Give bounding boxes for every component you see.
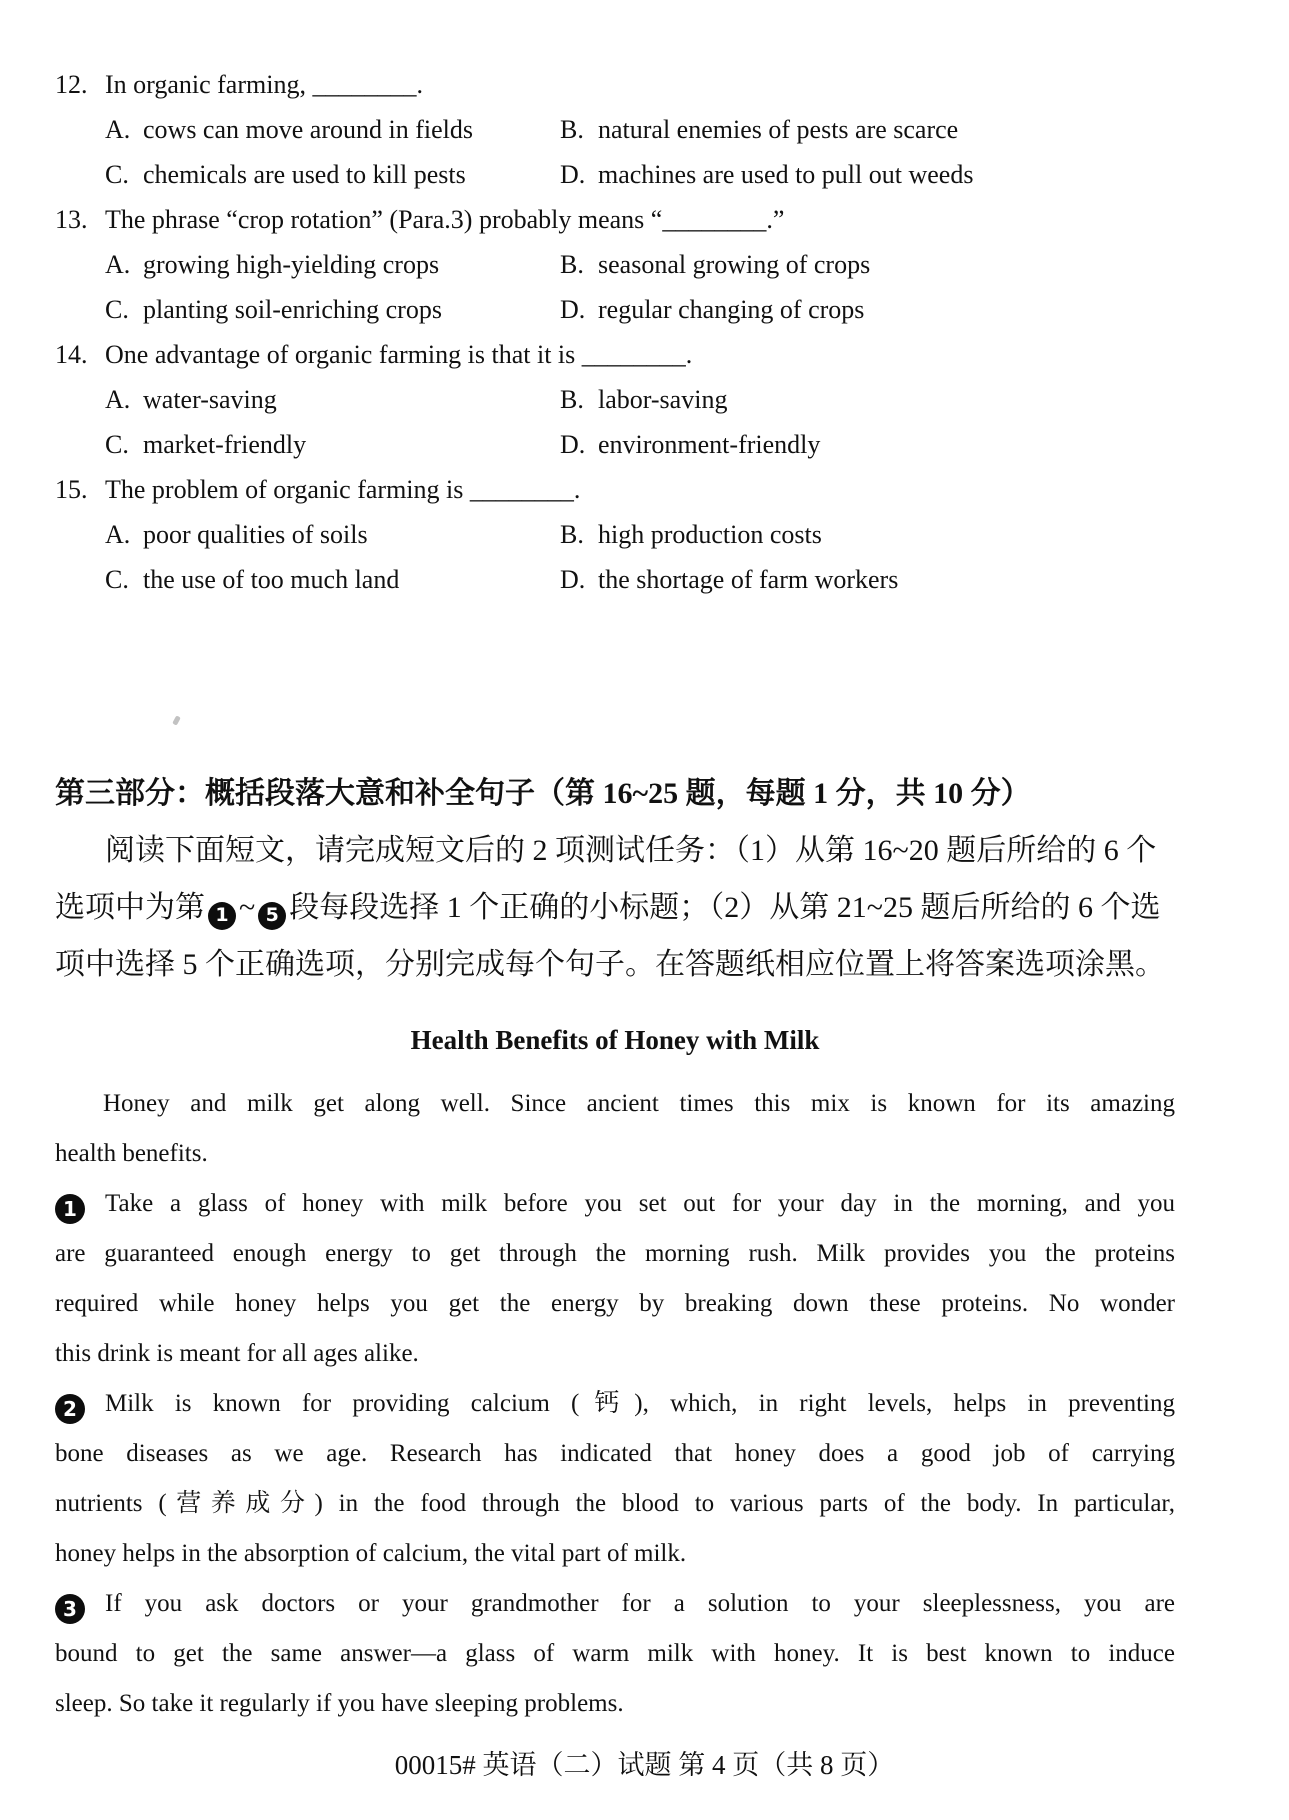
instruction-text: 段每段选择 1 个正确的小标题；（2）从第 21~25 题后所给的 6 个选 xyxy=(289,891,1161,924)
option-text: planting soil-enriching crops xyxy=(143,295,442,324)
page-content xyxy=(55,62,1175,1729)
part3-instruction-line-2 xyxy=(55,879,1175,936)
passage-line xyxy=(55,1579,1175,1629)
option-label: C. xyxy=(105,160,129,189)
option-d xyxy=(560,152,1175,197)
passage-line: this drink is meant for all ages alike. xyxy=(55,1340,419,1367)
option-text: seasonal growing of crops xyxy=(598,250,871,279)
option-text: the use of too much land xyxy=(143,565,400,594)
option-text: chemicals are used to kill pests xyxy=(143,160,466,189)
option-label: B. xyxy=(560,115,584,144)
passage-text: Milk is known for providing calcium (钙), which, in right levels, helps in preventing xyxy=(105,1390,1175,1417)
option-b xyxy=(560,242,1175,287)
option-label: C. xyxy=(105,430,129,459)
passage-intro-line: health benefits. xyxy=(55,1140,208,1167)
option-label: A. xyxy=(105,385,131,414)
passage-section xyxy=(55,1079,1175,1729)
option-b xyxy=(560,107,1175,152)
option-text: natural enemies of pests are scarce xyxy=(598,115,959,144)
options-grid xyxy=(105,512,1175,602)
passage-text: Take a glass of honey with milk before you set out for your day in the morning, and you xyxy=(105,1190,1175,1217)
question-stem: The phrase “crop rotation” (Para.3) probably means “________.” xyxy=(105,205,785,234)
paragraph-2-number-icon: 2 xyxy=(55,1394,85,1424)
option-text: market-friendly xyxy=(143,430,307,459)
options-grid xyxy=(105,242,1175,332)
option-label: B. xyxy=(560,520,584,549)
question-15 xyxy=(55,467,1175,602)
part3-section xyxy=(55,765,1175,993)
part3-instruction-line-1: 阅读下面短文，请完成短文后的 2 项测试任务：（1）从第 16~20 题后所给的 6 个 xyxy=(105,834,1157,867)
option-text: poor qualities of soils xyxy=(143,520,368,549)
option-label: B. xyxy=(560,385,584,414)
option-text: cows can move around in fields xyxy=(143,115,473,144)
part3-heading: 第三部分：概括段落大意和补全句子（第 16~25 题，每题 1 分，共 10 分） xyxy=(55,777,1031,810)
passage-line: bound to get the same answer—a glass of warm milk with honey. It is best known to induce xyxy=(55,1640,1175,1667)
passage-text: If you ask doctors or your grandmother for a solution to your sleeplessness, you are xyxy=(105,1590,1175,1617)
option-b xyxy=(560,377,1175,422)
option-text: regular changing of crops xyxy=(598,295,865,324)
question-stem: In organic farming, ________. xyxy=(105,70,423,99)
question-12 xyxy=(55,62,1175,197)
option-label: D. xyxy=(560,565,586,594)
option-label: B. xyxy=(560,250,584,279)
page-footer: 00015# 英语（二）试题 第 4 页（共 8 页） xyxy=(394,1750,895,1780)
option-d xyxy=(560,287,1175,332)
option-d xyxy=(560,422,1175,467)
option-text: labor-saving xyxy=(598,385,728,414)
option-label: D. xyxy=(560,295,586,324)
option-label: C. xyxy=(105,295,129,324)
part3-instruction-line-3: 项中选择 5 个正确选项，分别完成每个句子。在答题纸相应位置上将答案选项涂黑。 xyxy=(55,948,1165,981)
option-text: water-saving xyxy=(143,385,277,414)
passage-intro-line: Honey and milk get along well. Since ancient times this mix is known for its amazing xyxy=(103,1090,1175,1117)
option-text: the shortage of farm workers xyxy=(598,565,899,594)
option-label: D. xyxy=(560,430,586,459)
instruction-text: 选项中为第 xyxy=(55,891,205,924)
circled-1-icon: 1 xyxy=(208,902,236,930)
option-b xyxy=(560,512,1175,557)
option-text: growing high-yielding crops xyxy=(143,250,440,279)
option-a xyxy=(105,512,560,557)
option-c xyxy=(105,557,560,602)
question-number: 12. xyxy=(55,70,88,99)
passage-line: required while honey helps you get the energy by breaking down these proteins. No wonder xyxy=(55,1290,1175,1317)
passage-line: bone diseases as we age. Research has indicated that honey does a good job of carrying xyxy=(55,1440,1175,1467)
option-label: A. xyxy=(105,115,131,144)
option-text: machines are used to pull out weeds xyxy=(598,160,974,189)
passage-line xyxy=(55,1179,1175,1229)
option-label: A. xyxy=(105,520,131,549)
question-stem: One advantage of organic farming is that it is ________. xyxy=(105,340,693,369)
questions-section xyxy=(55,62,1175,602)
option-d xyxy=(560,557,1175,602)
options-grid xyxy=(105,107,1175,197)
question-number: 13. xyxy=(55,205,88,234)
passage-line: honey helps in the absorption of calcium, the vital part of milk. xyxy=(55,1540,687,1567)
passage-line: are guaranteed enough energy to get through the morning rush. Milk provides you the proteins xyxy=(55,1240,1175,1267)
option-label: C. xyxy=(105,565,129,594)
options-grid xyxy=(105,377,1175,467)
passage-line: sleep. So take it regularly if you have sleeping problems. xyxy=(55,1690,624,1717)
option-label: A. xyxy=(105,250,131,279)
question-14 xyxy=(55,332,1175,467)
option-label: D. xyxy=(560,160,586,189)
tilde-separator: ~ xyxy=(239,891,256,924)
option-c xyxy=(105,287,560,332)
question-number: 15. xyxy=(55,475,88,504)
option-text: high production costs xyxy=(598,520,822,549)
passage-title: Health Benefits of Honey with Milk xyxy=(410,1025,820,1055)
option-a xyxy=(105,107,560,152)
option-text: environment-friendly xyxy=(598,430,821,459)
option-a xyxy=(105,242,560,287)
circled-5-icon: 5 xyxy=(258,902,286,930)
passage-line xyxy=(55,1379,1175,1429)
paragraph-3-number-icon: 3 xyxy=(55,1594,85,1624)
question-number: 14. xyxy=(55,340,88,369)
paragraph-1-number-icon: 1 xyxy=(55,1194,85,1224)
passage-line: nutrients (营养成分) in the food through the blood to various parts of the body. In particular, xyxy=(55,1490,1175,1517)
option-c xyxy=(105,422,560,467)
option-a xyxy=(105,377,560,422)
question-13 xyxy=(55,197,1175,332)
question-stem: The problem of organic farming is ________. xyxy=(105,475,581,504)
option-c xyxy=(105,152,560,197)
